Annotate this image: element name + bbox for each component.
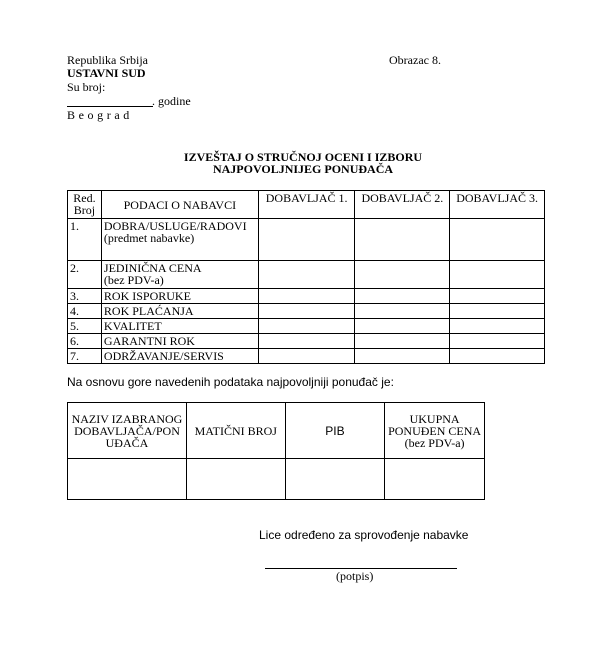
header-row-number: Red. Broj (68, 191, 102, 219)
supplier-2-cell[interactable] (355, 349, 450, 364)
case-number-label: Su broj: (67, 80, 106, 94)
selection-sentence: Na osnovu gore navedenih podataka najpovoljniji ponuđač je: (67, 375, 394, 389)
header-registration-number: MATIČNI BROJ (186, 403, 285, 459)
institution-name: USTAVNI SUD (67, 66, 146, 80)
result-header-row (68, 403, 485, 459)
row-number: 5. (68, 319, 102, 334)
table-row (68, 349, 545, 364)
header-supplier-1: DOBAVLJAČ 1. (258, 191, 355, 219)
row-number: 1. (68, 219, 102, 261)
supplier-3-cell[interactable] (450, 349, 545, 364)
supplier-2-cell[interactable] (355, 219, 450, 261)
row-number: 7. (68, 349, 102, 364)
supplier-2-cell[interactable] (355, 261, 450, 289)
supplier-1-cell[interactable] (258, 219, 355, 261)
supplier-1-cell[interactable] (258, 289, 355, 304)
table-row (68, 261, 545, 289)
total-price-cell[interactable] (385, 459, 485, 500)
header-procurement-data: PODACI O NABAVCI (101, 191, 258, 219)
report-title-line-1: IZVEŠTAJ O STRUČNOJ OCENI I IZBORU (183, 150, 423, 164)
supplier-2-cell[interactable] (355, 319, 450, 334)
header-total-price: UKUPNA PONUĐEN CENA (bez PDV-a) (385, 403, 485, 459)
header-supplier-2: DOBAVLJAČ 2. (355, 191, 450, 219)
result-entry-row (68, 459, 485, 500)
supplier-3-cell[interactable] (450, 334, 545, 349)
registration-number-cell[interactable] (186, 459, 285, 500)
city-name: B e o g r a d (67, 108, 130, 122)
row-label: ROK PLAĆANJA (101, 304, 258, 319)
supplier-2-cell[interactable] (355, 334, 450, 349)
supplier-1-cell[interactable] (258, 304, 355, 319)
header-tax-id: PIB (285, 403, 385, 459)
row-label: ODRŽAVANJE/SERVIS (101, 349, 258, 364)
row-label: KVALITET (101, 319, 258, 334)
supplier-2-cell[interactable] (355, 289, 450, 304)
row-label: ROK ISPORUKE (101, 289, 258, 304)
supplier-3-cell[interactable] (450, 289, 545, 304)
supplier-1-cell[interactable] (258, 349, 355, 364)
row-number: 2. (68, 261, 102, 289)
table-row (68, 289, 545, 304)
table-header-row (68, 191, 545, 219)
row-number: 6. (68, 334, 102, 349)
evaluation-table (67, 190, 545, 364)
report-title-line-2: NAJPOVOLJNIJEG PONUĐAČA (212, 162, 394, 176)
supplier-1-cell[interactable] (258, 334, 355, 349)
row-number: 4. (68, 304, 102, 319)
republic-name: Republika Srbija (67, 53, 148, 67)
date-suffix: . godine (152, 94, 191, 108)
date-blank-line (67, 106, 153, 107)
supplier-2-cell[interactable] (355, 304, 450, 319)
header-supplier-3: DOBAVLJAČ 3. (450, 191, 545, 219)
result-table (67, 402, 485, 500)
table-row (68, 319, 545, 334)
supplier-3-cell[interactable] (450, 261, 545, 289)
supplier-1-cell[interactable] (258, 261, 355, 289)
table-row (68, 304, 545, 319)
form-number: Obrazac 8. (389, 53, 441, 67)
supplier-1-cell[interactable] (258, 319, 355, 334)
row-number: 3. (68, 289, 102, 304)
signature-caption: Lice određeno za sprovođenje nabavke (259, 528, 469, 542)
row-label: GARANTNI ROK (101, 334, 258, 349)
supplier-name-cell[interactable] (68, 459, 187, 500)
supplier-3-cell[interactable] (450, 219, 545, 261)
supplier-3-cell[interactable] (450, 319, 545, 334)
supplier-3-cell[interactable] (450, 304, 545, 319)
table-row (68, 219, 545, 261)
table-row (68, 334, 545, 349)
signature-label: (potpis) (336, 569, 374, 583)
header-supplier-name: NAZIV IZABRANOG DOBAVLJAČA/PON UĐAČA (68, 403, 187, 459)
row-label: JEDINIČNA CENA (bez PDV-a) (101, 261, 258, 289)
tax-id-cell[interactable] (285, 459, 385, 500)
row-label: DOBRA/USLUGE/RADOVI (predmet nabavke) (101, 219, 258, 261)
